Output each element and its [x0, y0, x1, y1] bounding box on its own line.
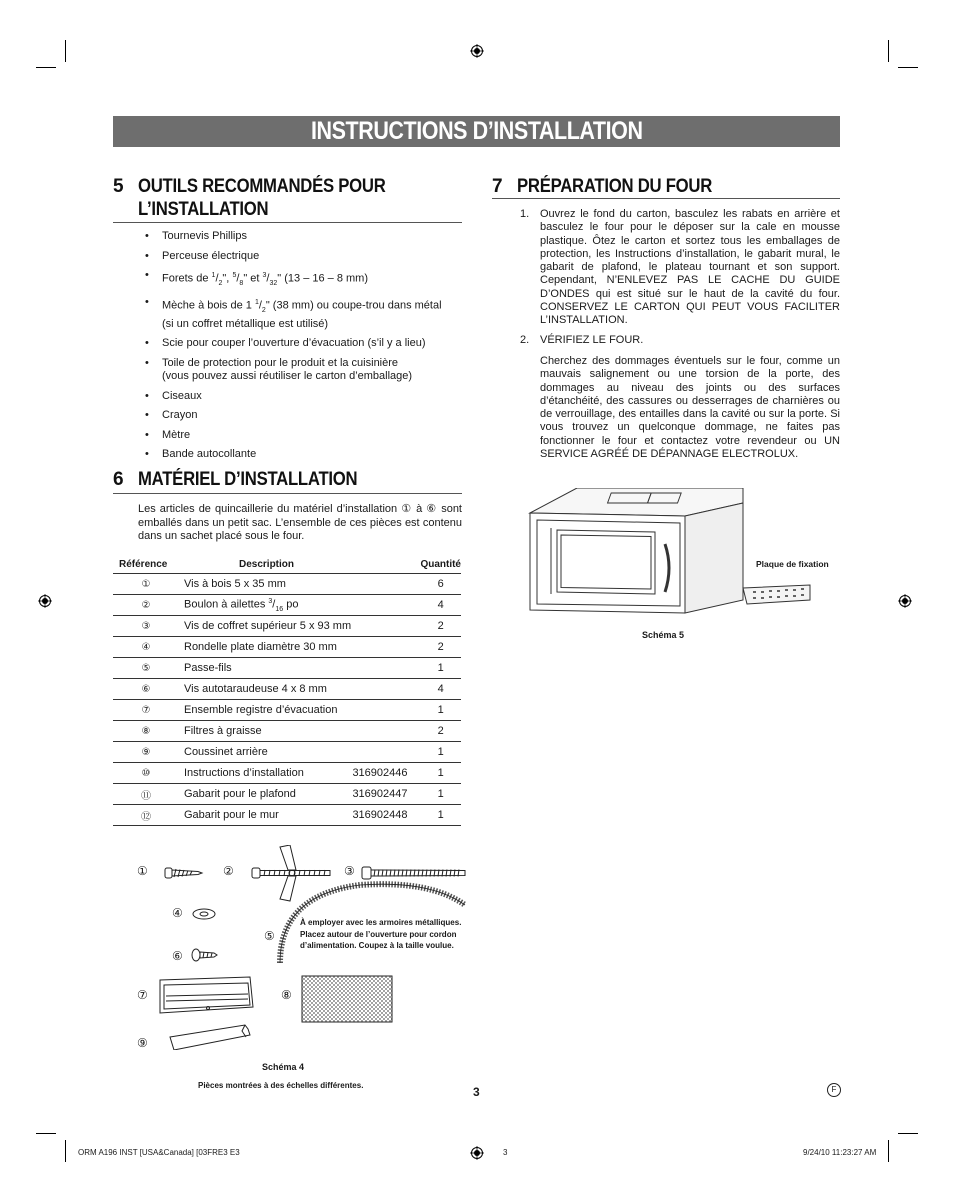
- cell-quantity: 2: [420, 721, 461, 742]
- cell-description: Ensemble registre d’évacuation: [179, 700, 352, 721]
- language-badge: F: [827, 1083, 841, 1097]
- wood-screw-icon: [165, 868, 202, 878]
- cell-part-number: [352, 637, 420, 658]
- cell-part-number: [352, 595, 420, 616]
- fig4-label-4: ④: [172, 906, 183, 920]
- header-quantity: Quantité: [420, 556, 461, 574]
- cell-description: Vis autotaraudeuse 4 x 8 mm: [179, 679, 352, 700]
- cell-part-number: [352, 742, 420, 763]
- registration-mark-top: [470, 44, 484, 58]
- flat-washer-icon: [193, 909, 215, 919]
- fig4-label-2: ②: [223, 864, 234, 878]
- list-item: • Forets de $^1/_2$", $^5/_8$" et $^3/_{32}$" (13 – 16 – 8 mm): [145, 269, 465, 290]
- list-item: • Mèche à bois de 1 $^1/_2$" (38 mm) ou coupe-trou dans métal (si un coffret métallique est utilisé): [145, 296, 465, 331]
- table-row: [113, 742, 461, 763]
- rear-pad-icon: [170, 1025, 250, 1050]
- fig4-label-7: ⑦: [137, 988, 148, 1002]
- mounting-plate-icon: [743, 585, 810, 604]
- cell-part-number: 316902448: [352, 805, 420, 826]
- cell-description: Rondelle plate diamètre 30 mm: [179, 637, 352, 658]
- table-row: [113, 805, 461, 826]
- figure-5-microwave-drawing: [525, 488, 815, 623]
- fig4-label-3: ③: [344, 864, 355, 878]
- section-7-heading: [492, 175, 842, 198]
- list-item: • Tournevis Phillips: [145, 230, 465, 244]
- table-row: [113, 595, 461, 616]
- cell-description: Instructions d’installation: [179, 763, 352, 784]
- step-2: 2. VÉRIFIEZ LE FOUR. Cherchez des dommages éventuels sur le four, comme un mauvais salignement ou une torsion de la porte, des dommages au niveau des joints ou des surfaces d’étanchéité, des cassures ou desserrages de charnières ou de verrouillage, des entailles dans la cavité ou sur la porte. Si vous trouvez un quelconque dommage, ne faites pas fonctionner le four et contactez votre revendeur ou UN SERVICE AGRÉÉ DE DÉPANNAGE ELECTROLUX.: [520, 333, 840, 461]
- list-item: • Crayon: [145, 409, 465, 423]
- cell-part-number: [352, 700, 420, 721]
- registration-mark-right: [898, 594, 912, 608]
- cell-quantity: 1: [420, 658, 461, 679]
- cell-part-number: [352, 574, 420, 595]
- table-row: [113, 616, 461, 637]
- list-item: • Toile de protection pour le produit et la cuisinière (vous pouvez aussi réutiliser le carton d’emballage): [145, 357, 465, 384]
- figure-4-caption: Schéma 4: [262, 1062, 305, 1072]
- list-item: • Scie pour couper l’ouverture d’évacuation (s’il y a lieu): [145, 337, 465, 351]
- cell-description: Filtres à graisse: [179, 721, 352, 742]
- footer-page: 3: [503, 1148, 508, 1157]
- cell-quantity: 1: [420, 805, 461, 826]
- mounting-plate-label: Plaque de fixation: [756, 559, 829, 569]
- section-7-title: PRÉPARATION DU FOUR: [517, 176, 713, 197]
- section-5-title-line1: OUTILS RECOMMANDÉS POUR: [138, 176, 386, 197]
- section-6-title: MATÉRIEL D’INSTALLATION: [138, 469, 358, 490]
- step-1: 1. Ouvrez le fond du carton, basculez les rabats en arrière et basculez le four pour le déposer sur la cale en mousse plastique. Ôtez le carton et sortez tous les emballages de protection, les Instructions d’installation, le gabarit mural, le gabarit de plafond, le plateau tournant et son support. Cependant, N’ENLEVEZ PAS LE CACHE DU GUIDE D’ONDES qui est situé sur le haut de la cavité du four. CONSERVEZ LE CARTON QUI PEUT VOUS FACILITER L’INSTALLATION.: [520, 208, 840, 327]
- cell-part-number: [352, 616, 420, 637]
- cell-reference: ⑧: [113, 721, 179, 742]
- cell-part-number: 316902446: [352, 763, 420, 784]
- cell-description: Vis à bois 5 x 35 mm: [179, 574, 352, 595]
- page-number: 3: [473, 1085, 480, 1099]
- table-row: [113, 721, 461, 742]
- cell-description: Coussinet arrière: [179, 742, 352, 763]
- section-6-heading: [113, 468, 463, 491]
- cell-quantity: 1: [420, 742, 461, 763]
- cell-reference: ⑩: [113, 763, 179, 784]
- grommet-note: À employer avec les armoires métalliques. Placez autour de l’ouverture pour cordon d’alimentation. Coupez à la taille voulue.: [300, 918, 462, 950]
- cell-quantity: 1: [420, 700, 461, 721]
- banner-title: INSTRUCTIONS D’INSTALLATION: [310, 117, 643, 145]
- figure-4-subcaption: Pièces montrées à des échelles différentes.: [198, 1081, 364, 1090]
- cell-reference: ⑫: [113, 805, 179, 826]
- fig4-label-8: ⑧: [281, 988, 292, 1002]
- header-reference: Référence: [113, 556, 179, 574]
- table-row: [113, 679, 461, 700]
- cell-part-number: [352, 658, 420, 679]
- grease-filter-icon: [302, 976, 392, 1022]
- footer-timestamp: 9/24/10 11:23:27 AM: [803, 1148, 877, 1157]
- table-row: [113, 574, 461, 595]
- cell-quantity: 4: [420, 595, 461, 616]
- cell-quantity: 1: [420, 763, 461, 784]
- cell-part-number: 316902447: [352, 784, 420, 805]
- cell-quantity: 1: [420, 784, 461, 805]
- exhaust-damper-icon: [160, 977, 253, 1013]
- cell-reference: ⑨: [113, 742, 179, 763]
- fig4-label-9: ⑨: [137, 1036, 148, 1050]
- tapping-screw-icon: [192, 949, 217, 961]
- table-row: [113, 658, 461, 679]
- tools-list: [145, 230, 465, 468]
- cell-quantity: 6: [420, 574, 461, 595]
- cell-reference: ⑤: [113, 658, 179, 679]
- page-banner: [113, 116, 840, 147]
- table-header-row: [113, 556, 461, 574]
- table-row: [113, 700, 461, 721]
- table-row: [113, 784, 461, 805]
- section-5-number: 5: [113, 176, 124, 197]
- cell-reference: ⑦: [113, 700, 179, 721]
- section-6-intro: Les articles de quincaillerie du matériel d’installation ① à ⑥ sont emballés dans un petit sac. L’ensemble de ces pièces est contenu dans un sachet placé sous le four.: [138, 503, 462, 542]
- cell-quantity: 2: [420, 637, 461, 658]
- cell-description: Gabarit pour le mur: [179, 805, 352, 826]
- fig4-label-1: ①: [137, 864, 148, 878]
- cell-description: Vis de coffret supérieur 5 x 93 mm: [179, 616, 352, 637]
- cell-reference: ⑥: [113, 679, 179, 700]
- cabinet-screw-icon: [362, 867, 465, 879]
- section-5-title-line2: L’INSTALLATION: [138, 199, 269, 220]
- cell-reference: ③: [113, 616, 179, 637]
- cell-part-number: [352, 721, 420, 742]
- table-row: [113, 763, 461, 784]
- list-item: • Mètre: [145, 429, 465, 443]
- header-description: Description: [179, 556, 352, 574]
- preparation-steps: [520, 208, 840, 461]
- cell-reference: ④: [113, 637, 179, 658]
- section-7-number: 7: [492, 176, 503, 197]
- list-item: • Bande autocollante: [145, 448, 465, 462]
- fig4-label-5: ⑤: [264, 929, 275, 943]
- registration-mark-left: [38, 594, 52, 608]
- section-7-rule: [492, 198, 840, 199]
- cell-part-number: [352, 679, 420, 700]
- cell-reference: ②: [113, 595, 179, 616]
- section-6-rule: [113, 493, 462, 494]
- table-row: [113, 637, 461, 658]
- section-5-heading: [113, 175, 463, 221]
- cell-description: Passe-fils: [179, 658, 352, 679]
- section-5-rule: [113, 222, 462, 223]
- figure-5-caption: Schéma 5: [642, 630, 685, 640]
- cell-description: Gabarit pour le plafond: [179, 784, 352, 805]
- cell-reference: ⑪: [113, 784, 179, 805]
- toggle-bolt-icon: [252, 845, 330, 901]
- cell-reference: ①: [113, 574, 179, 595]
- cell-quantity: 4: [420, 679, 461, 700]
- parts-table: [113, 556, 461, 826]
- section-6-number: 6: [113, 469, 124, 490]
- registration-mark-bottom: [470, 1146, 484, 1160]
- cell-description: Boulon à ailettes $^3/_{16}$ po: [179, 595, 352, 616]
- cell-quantity: 2: [420, 616, 461, 637]
- list-item: • Perceuse électrique: [145, 250, 465, 264]
- fig4-label-6: ⑥: [172, 949, 183, 963]
- footer-file-info: ORM A196 INST [USA&Canada] [03FRE3 E3: [78, 1148, 240, 1157]
- list-item: • Ciseaux: [145, 390, 465, 404]
